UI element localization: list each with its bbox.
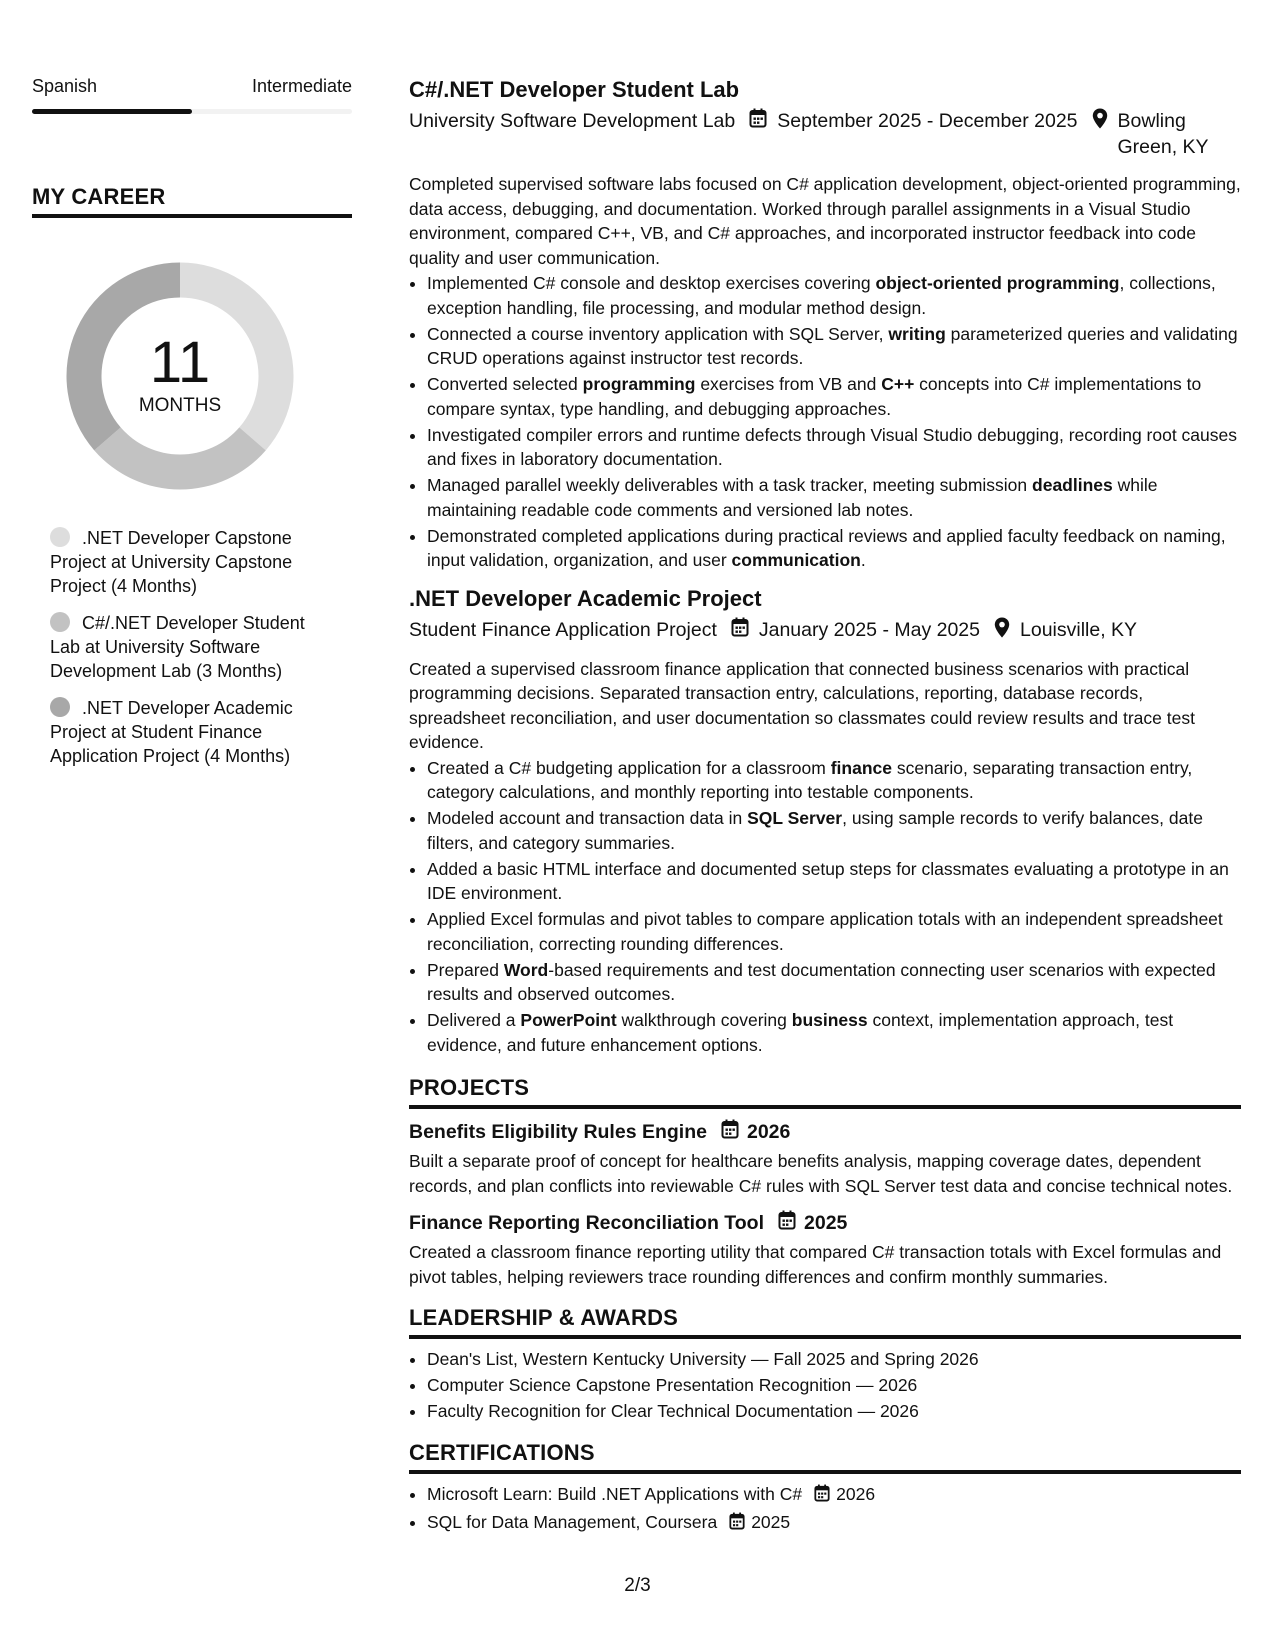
award-item: • Dean's List, Western Kentucky University — Fall 2025 and Spring 2026 (427, 1347, 1241, 1372)
career-legend (50, 526, 320, 768)
bullet-keyword: SQL Server (747, 808, 843, 828)
bullet-text: concepts into C# implementations to compare syntax, type handling, and debugging approaches. (427, 374, 1202, 419)
page-number: 2/3 (624, 1575, 651, 1596)
project-description: Built a separate proof of concept for healthcare benefits analysis, mapping coverage dates, dependent records, and plan conflicts into reviewable C# rules with SQL Server test data and concise technical notes. (409, 1151, 1233, 1196)
certification-item (427, 1482, 1241, 1509)
career-total-number: 11 (149, 330, 211, 395)
award-item: • Faculty Recognition for Clear Technical Documentation — 2026 (427, 1399, 1241, 1424)
projects-section-title: PROJECTS (409, 1075, 1241, 1109)
bullet-text: scenario, separating transaction entry, category calculations, and monthly reporting into testable components. (427, 757, 1193, 802)
job-organization: University Software Development Lab (409, 110, 736, 132)
bullet-keyword: business (791, 1010, 868, 1030)
calendar-icon (778, 1210, 796, 1236)
job-location: Bowling Green, KY (1117, 110, 1209, 158)
bullet-text: Managed parallel weekly deliverables with a task tracker, meeting submission (427, 475, 1033, 495)
bullet-text: Modeled account and transaction data in (427, 808, 748, 828)
career-section-title: MY CAREER (32, 184, 352, 218)
bullet-text: . (860, 550, 866, 570)
legend-dot (50, 612, 70, 632)
career-donut-chart (66, 262, 294, 490)
language-name: Spanish (32, 76, 98, 96)
bullet-text: , using sample records to verify balances, date filters, and category summaries. (427, 808, 1203, 853)
job-meta (409, 617, 1241, 645)
calendar-icon (731, 617, 749, 644)
project-name: Finance Reporting Reconciliation Tool (409, 1211, 764, 1234)
job-bullet (427, 857, 1241, 906)
project-title-row (409, 1119, 1241, 1145)
certification-year: 2025 (751, 1511, 791, 1532)
calendar-icon (721, 1119, 739, 1145)
legend-item (50, 611, 320, 683)
experience-entry (409, 76, 1241, 573)
bullet-keyword: communication (731, 550, 861, 570)
bullet-text: -based requirements and test documentation connecting user scenarios with expected results and observed outcomes. (427, 959, 1216, 1004)
job-bullet (427, 473, 1241, 522)
certification-name: Microsoft Learn: Build .NET Applications with C# (427, 1483, 803, 1504)
legend-item (50, 526, 320, 598)
bullet-text: while maintaining readable code comments and versioned lab notes. (427, 475, 1158, 520)
job-organization: Student Finance Application Project (409, 618, 717, 641)
job-location: Louisville, KY (1020, 618, 1138, 641)
legend-item (50, 696, 320, 768)
job-bullet (427, 958, 1241, 1007)
project-description: Created a classroom finance reporting utility that compared C# transaction totals with Excel formulas and pivot tables, helping reviewers trace rounding differences and confirm monthly summaries. (409, 1242, 1222, 1287)
job-bullet (427, 806, 1241, 855)
bullet-keyword: Word (503, 959, 549, 980)
job-bullet (427, 372, 1241, 421)
language-row (32, 76, 352, 97)
certification-item (427, 1510, 1241, 1537)
certification-year: 2026 (836, 1483, 876, 1504)
bullet-text: parameterized queries and validating CRUD operations against instructor test records. (427, 323, 1238, 368)
language-proficiency-fill (32, 109, 192, 114)
job-title: .NET Developer Academic Project (409, 585, 762, 611)
bullet-text: , collections, exception handling, file processing, and modular method design. (427, 273, 1216, 318)
calendar-icon (729, 1512, 745, 1537)
certifications-section-title: CERTIFICATIONS (409, 1440, 1241, 1474)
bullet-keyword: finance (830, 757, 892, 778)
map-pin-icon (1092, 108, 1108, 136)
left-column (32, 76, 352, 781)
career-total-unit: MONTHS (138, 395, 222, 416)
bullet-keyword: PowerPoint (520, 1010, 617, 1030)
calendar-icon (749, 108, 767, 135)
job-bullet (427, 271, 1241, 320)
bullet-text: Implemented C# console and desktop exercises covering (427, 273, 876, 293)
job-meta (409, 108, 1241, 160)
job-title: C#/.NET Developer Student Lab (409, 77, 740, 102)
bullet-text: Prepared (427, 959, 504, 980)
bullet-keyword: object-oriented programming (875, 273, 1120, 293)
job-bullet (427, 423, 1241, 472)
legend-dot (50, 527, 70, 547)
job-bullet (427, 1008, 1241, 1057)
legend-label: .NET Developer Capstone Project at University Capstone Project (4 Months) (50, 528, 293, 596)
bullet-keyword: writing (888, 323, 946, 344)
bullet-text: Investigated compiler errors and runtime defects through Visual Studio debugging, recording root causes and fixes in laboratory documentation. (427, 424, 1238, 469)
right-column (409, 76, 1241, 1538)
projects-section (409, 1075, 1241, 1289)
certifications-list (409, 1482, 1241, 1537)
bullet-text: Connected a course inventory application with SQL Server, (427, 323, 889, 344)
award-item: • Computer Science Capstone Presentation Recognition — 2026 (427, 1373, 1241, 1398)
certification-name: SQL for Data Management, Coursera (427, 1511, 718, 1532)
bullet-text: Converted selected (427, 374, 583, 394)
legend-label: C#/.NET Developer Student Lab at University Software Development Lab (3 Months) (50, 613, 305, 681)
bullet-keyword: programming (582, 374, 696, 394)
job-dates: January 2025 - May 2025 (758, 618, 980, 641)
language-proficiency-bar (32, 109, 352, 114)
job-bullets (409, 271, 1241, 573)
bullet-text: Delivered a (427, 1010, 521, 1030)
job-bullets (409, 756, 1241, 1058)
certifications-section (409, 1440, 1241, 1537)
calendar-icon (814, 1484, 830, 1509)
job-bullet (427, 756, 1241, 805)
bullet-text: Created a C# budgeting application for a classroom (427, 757, 831, 778)
bullet-text: Demonstrated completed applications during practical reviews and applied faculty feedback on naming, input validation, organization, and user (427, 525, 1226, 570)
job-description: Created a supervised classroom finance application that connected business scenarios with practical programming decisions. Separated transaction entry, calculations, reporting, database records, spreadsheet reconciliation, and user documentation so classmates could review results and trace test evidence. (409, 658, 1195, 752)
bullet-keyword: deadlines (1032, 475, 1113, 495)
job-dates: September 2025 - December 2025 (777, 110, 1078, 132)
awards-list (409, 1347, 1241, 1424)
bullet-text: exercises from VB and (695, 374, 882, 394)
bullet-text: context, implementation approach, test evidence, and future enhancement options. (427, 1010, 1174, 1055)
job-bullet (427, 322, 1241, 371)
donut-center (66, 262, 294, 490)
language-level: Intermediate (251, 76, 352, 96)
project-name: Benefits Eligibility Rules Engine (409, 1120, 707, 1143)
legend-dot (50, 697, 70, 717)
legend-label: .NET Developer Academic Project at Student Finance Application Project (4 Months) (50, 698, 293, 766)
awards-section-title: LEADERSHIP & AWARDS (409, 1305, 1241, 1339)
job-bullet (427, 907, 1241, 956)
experience-entry (409, 585, 1241, 1058)
map-pin-icon (994, 617, 1010, 645)
job-bullet (427, 524, 1241, 573)
project-year: 2025 (804, 1211, 848, 1234)
job-description: Completed supervised software labs focused on C# application development, object-oriented programming, data access, debugging, and documentation. Worked through parallel assignments in a Visual Studio environment, compared C++, VB, and C# approaches, and incorporated instructor feedback into code quality and user communication. (409, 174, 1241, 268)
awards-section (409, 1305, 1241, 1424)
bullet-keyword: C++ (881, 374, 915, 394)
bullet-text: Added a basic HTML interface and documented setup steps for classmates evaluating a prototype in an IDE environment. (427, 858, 1229, 903)
project-title-row (409, 1210, 1241, 1236)
bullet-text: walkthrough covering (616, 1010, 792, 1030)
project-year: 2026 (746, 1120, 791, 1143)
bullet-text: Applied Excel formulas and pivot tables to compare application totals with an independent spreadsheet reconciliation, correcting rounding differences. (427, 909, 1223, 954)
